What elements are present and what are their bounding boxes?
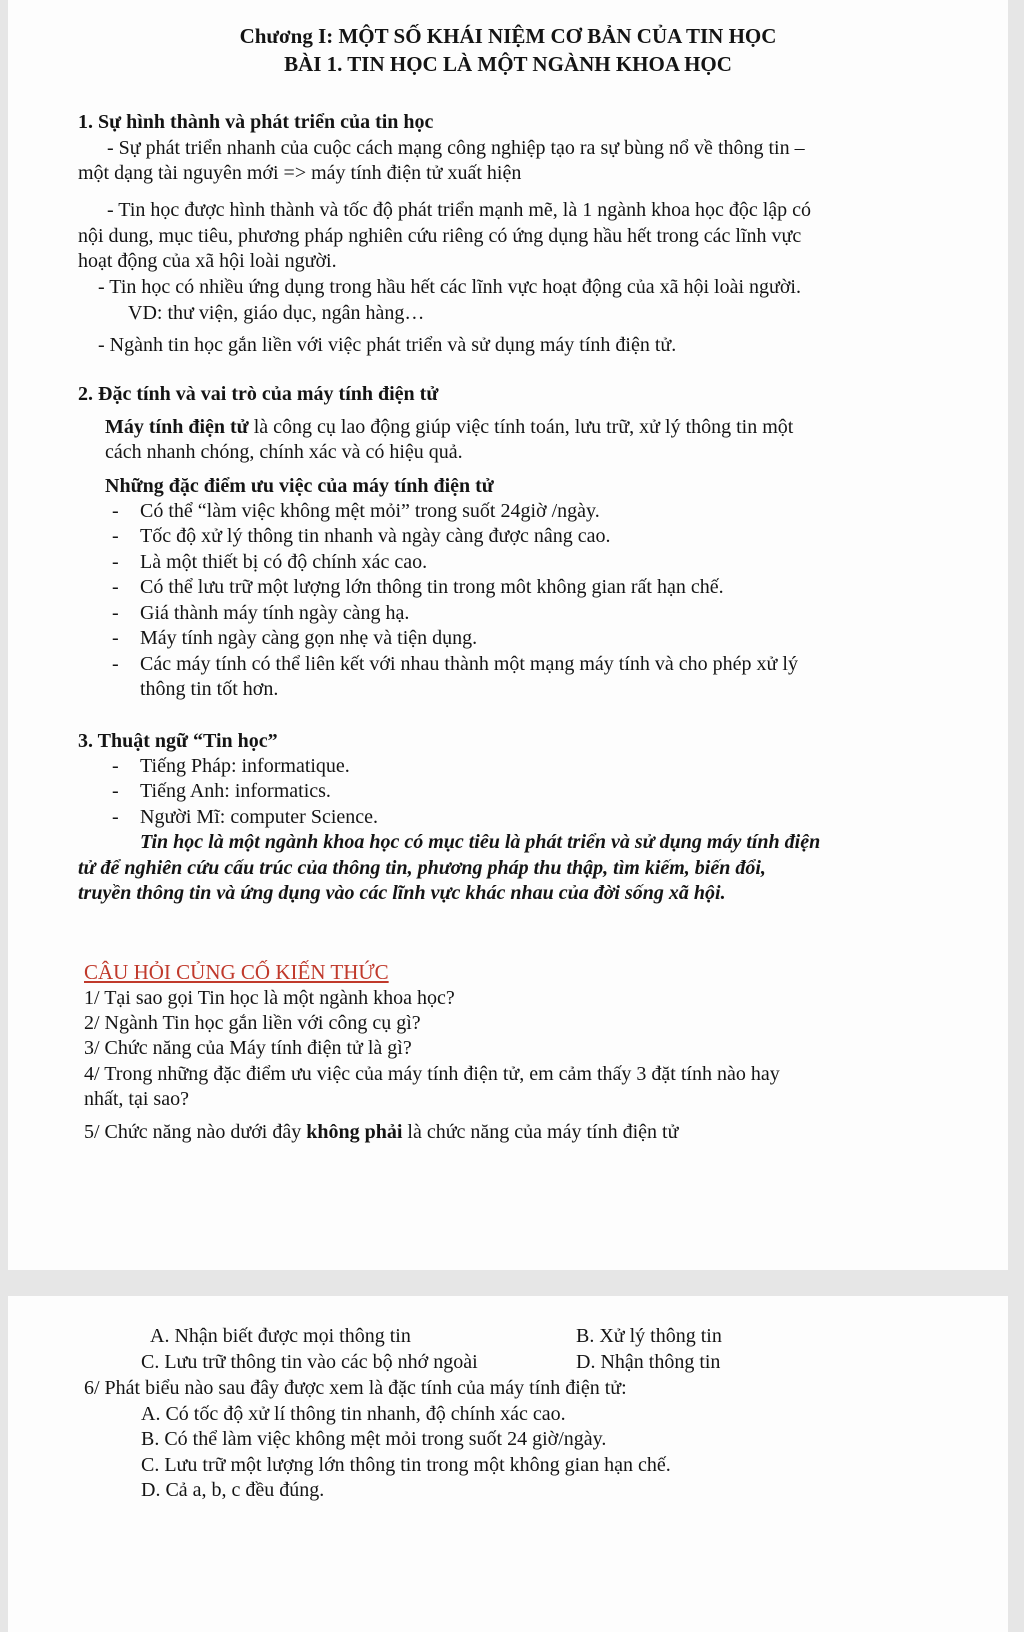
section2-bullet: Tốc độ xử lý thông tin nhanh và ngày càng được nâng cao. xyxy=(140,525,611,547)
section2-intro-line2: cách nhanh chóng, chính xác và có hiệu quả. xyxy=(105,441,463,463)
question-5-pre: 5/ Chức năng nào dưới đây xyxy=(84,1121,307,1143)
document-page-1 xyxy=(8,0,1008,1270)
list-dash: - xyxy=(112,525,119,547)
section2-bullet: Có thể “làm việc không mệt mỏi” trong suốt 24giờ /ngày. xyxy=(140,500,600,522)
list-dash: - xyxy=(112,551,119,573)
section2-bullet: Giá thành máy tính ngày càng hạ. xyxy=(140,602,410,624)
section2-subheading: Những đặc điểm ưu việc của máy tính điện tử xyxy=(105,475,494,497)
question-5 xyxy=(84,1120,678,1144)
list-dash: - xyxy=(112,806,119,828)
lesson-title: BÀI 1. TIN HỌC LÀ MỘT NGÀNH KHOA HỌC xyxy=(284,52,732,76)
section1-heading: 1. Sự hình thành và phát triển của tin học xyxy=(78,111,434,133)
section1-line: - Ngành tin học gắn liền với việc phát triển và sử dụng máy tính điện tử. xyxy=(98,334,677,356)
list-dash: - xyxy=(112,576,119,598)
q6-option: A. Có tốc độ xử lí thông tin nhanh, độ chính xác cao. xyxy=(141,1403,566,1425)
section3-bullet: Tiếng Anh: informatics. xyxy=(140,780,331,802)
section1-line: - Tin học có nhiều ứng dụng trong hầu hết các lĩnh vực hoạt động của xã hội loài người. xyxy=(98,276,801,298)
section3-bullet: Người Mĩ: computer Science. xyxy=(140,806,379,828)
question-6: 6/ Phát biểu nào sau đây được xem là đặc tính của máy tính điện tử: xyxy=(84,1377,627,1399)
question-item: 2/ Ngành Tin học gắn liền với công cụ gì? xyxy=(84,1012,421,1034)
list-dash: - xyxy=(112,602,119,624)
section2-heading: 2. Đặc tính và vai trò của máy tính điện tử xyxy=(78,383,439,405)
section1-line: nội dung, mục tiêu, phương pháp nghiên cứu riêng có ứng dụng hầu hết trong các lĩnh vực xyxy=(78,225,802,247)
list-dash: - xyxy=(112,500,119,522)
list-dash: - xyxy=(112,780,119,802)
section2-intro-term: Máy tính điện tử xyxy=(105,416,249,438)
question-5-post: là chức năng của máy tính điện tử xyxy=(402,1121,679,1143)
section1-line: hoạt động của xã hội loài người. xyxy=(78,250,337,272)
section3-heading: 3. Thuật ngữ “Tin học” xyxy=(78,730,278,752)
section1-line: - Tin học được hình thành và tốc độ phát triển mạnh mẽ, là 1 ngành khoa học độc lập có xyxy=(107,199,812,221)
q5-option-c: C. Lưu trữ thông tin vào các bộ nhớ ngoài xyxy=(141,1351,478,1373)
section1-line: - Sự phát triển nhanh của cuộc cách mạng công nghiệp tạo ra sự bùng nổ về thông tin – xyxy=(107,137,805,159)
section2-bullet: Máy tính ngày càng gọn nhẹ và tiện dụng. xyxy=(140,627,478,649)
list-dash: - xyxy=(112,627,119,649)
question-item: 4/ Trong những đặc điểm ưu việc của máy tính điện tử, em cảm thấy 3 đặt tính nào hay xyxy=(84,1063,780,1085)
section3-definition: truyền thông tin và ứng dụng vào các lĩnh vực khác nhau của đời sống xã hội. xyxy=(78,882,726,904)
section2-bullet: Có thể lưu trữ một lượng lớn thông tin trong môt không gian rất hạn chế. xyxy=(140,576,724,598)
list-dash: - xyxy=(112,653,119,675)
section2-bullet: Là một thiết bị có độ chính xác cao. xyxy=(140,551,428,573)
section2-intro-rest: là công cụ lao động giúp việc tính toán, lưu trữ, xử lý thông tin một xyxy=(248,416,794,438)
section3-bullet: Tiếng Pháp: informatique. xyxy=(140,755,350,777)
q6-option: B. Có thể làm việc không mệt mỏi trong suốt 24 giờ/ngày. xyxy=(141,1428,607,1450)
question-5-emphasis: không phải xyxy=(306,1121,403,1143)
section1-example: VD: thư viện, giáo dục, ngân hàng… xyxy=(128,302,425,324)
q6-option: D. Cả a, b, c đều đúng. xyxy=(141,1479,325,1501)
questions-heading: CÂU HỎI CỦNG CỐ KIẾN THỨC xyxy=(84,960,389,984)
section2-bullet-cont: thông tin tốt hơn. xyxy=(140,678,279,700)
question-item: nhất, tại sao? xyxy=(84,1088,189,1110)
q5-option-a: A. Nhận biết được mọi thông tin xyxy=(150,1325,411,1347)
section2-intro xyxy=(105,415,793,439)
q5-option-b: B. Xử lý thông tin xyxy=(576,1325,722,1347)
q6-option: C. Lưu trữ một lượng lớn thông tin trong một không gian hạn chế. xyxy=(141,1454,671,1476)
question-item: 3/ Chức năng của Máy tính điện tử là gì? xyxy=(84,1037,412,1059)
question-item: 1/ Tại sao gọi Tin học là một ngành khoa học? xyxy=(84,987,455,1009)
section1-line: một dạng tài nguyên mới => máy tính điện tử xuất hiện xyxy=(78,162,522,184)
section2-bullet: Các máy tính có thể liên kết với nhau thành một mạng máy tính và cho phép xử lý xyxy=(140,653,798,675)
document-page-2 xyxy=(8,1296,1008,1632)
section3-definition: tử để nghiên cứu cấu trúc của thông tin, phương pháp thu thập, tìm kiếm, biến đổi, xyxy=(78,857,766,879)
list-dash: - xyxy=(112,755,119,777)
chapter-title: Chương I: MỘT SỐ KHÁI NIỆM CƠ BẢN CỦA TIN HỌC xyxy=(239,24,777,48)
section3-definition: Tin học là một ngành khoa học có mục tiêu là phát triển và sử dụng máy tính điện xyxy=(140,831,821,853)
q5-option-d: D. Nhận thông tin xyxy=(576,1351,721,1373)
